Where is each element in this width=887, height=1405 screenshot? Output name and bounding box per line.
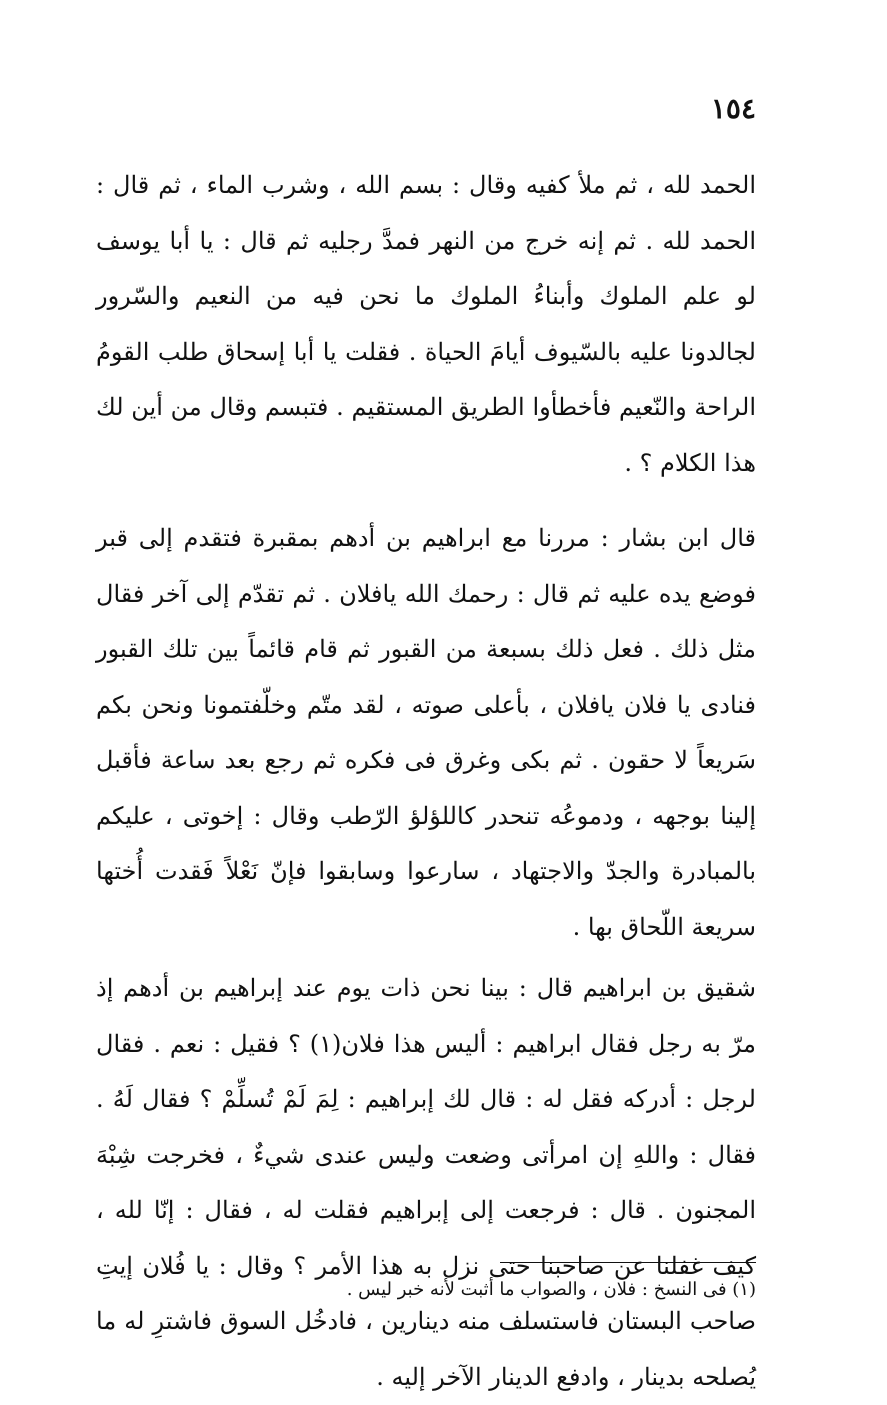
paragraph: الحمد لله ، ثم ملأ كفيه وقال : بسم الله ، وشرب الماء ، ثم قال : الحمد لله . ثم إنه خرج من النهر فمدَّ رجليه ثم قال : يا أبا يوسف لو علم الملوك وأبناءُ الملوك ما نحن فيه من النعيم والسّرور لجالدونا عليه بالسّيوف أيامَ الحياة . فقلت يا أبا إسحاق طلب القومُ الراحة والنّعيم فأخطأوا الطريق المستقيم . فتبسم وقال من أين لك هذا الكلام ؟ . xyxy=(96,171,756,477)
page-number: ١٥٤ xyxy=(710,92,756,125)
body-text xyxy=(96,158,756,1405)
footnote-divider xyxy=(500,1262,756,1263)
paragraph: قال ابن بشار : مررنا مع ابراهيم بن أدهم بمقبرة فتقدم إلى قبر فوضع يده عليه ثم قال : رحمك الله يافلان . ثم تقدّم إلى آخر فقال مثل ذلك . فعل ذلك بسبعة من القبور ثم قام قائماً بين تلك القبور فنادى يا فلان يافلان ، بأعلى صوته ، لقد متّم وخلّفتمونا ونحن بكم سَريعاً لا حقون . ثم بكى وغرق فى فكره ثم رجع بعد ساعة فأقبل إلينا بوجهه ، ودموعُه تنحدر كاللؤلؤ الرّطب وقال : إخوتى ، عليكم بالمبادرة والجدّ والاجتهاد ، سارعوا وسابقوا فإنّ نَعْلاً فَقدت أُختها سريعة اللّحاق بها . xyxy=(96,524,756,941)
paragraph: شقيق بن ابراهيم قال : بينا نحن ذات يوم عند إبراهيم بن أدهم إذ مرّ به رجل فقال ابراهيم : أليس هذا فلان(١) ؟ فقيل : نعم . فقال لرجل : أدركه فقل له : قال لك إبراهيم : لِمَ لَمْ تُسلِّمْ ؟ فقال لَهُ . فقال : واللهِ إن امرأتى وضعت وليس عندى شيءٌ ، فخرجت شِبْهَ المجنون . قال : فرجعت إلى إبراهيم فقلت له ، فقال : إنّا لله ، كيف غفلنا عن صاحبنا حتى نزل به هذا الأمر ؟ وقال : يا فُلان إيتِ صاحب البستان فاستسلف منه دينارين ، فادخُل السوق فاشترِ له ما يُصلحه بدينار ، وادفع الدينار الآخر إليه . xyxy=(96,974,757,1391)
footnote: (١) فى النسخ : فلان ، والصواب ما أثبت لأنه خبر ليس . xyxy=(346,1279,756,1300)
